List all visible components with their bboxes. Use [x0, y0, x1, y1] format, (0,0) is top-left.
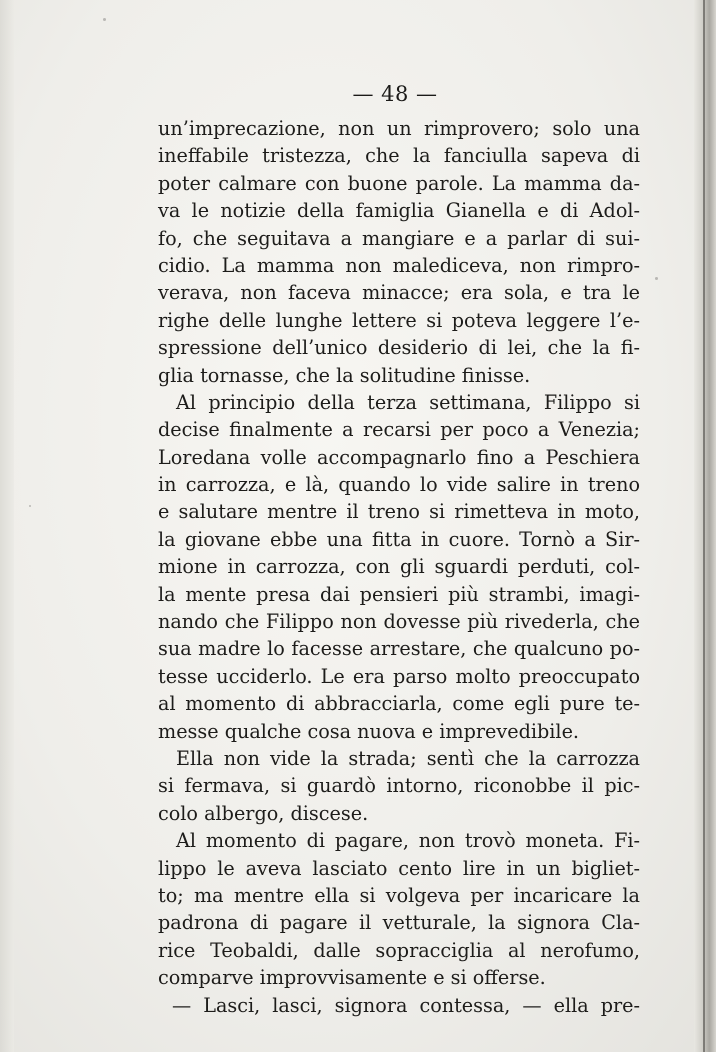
text-line: ineffabile tristezza, che la fanciulla sapeva di: [158, 144, 640, 168]
text-line: Al principio della terza settimana, Filippo si: [176, 390, 640, 414]
text-line: mione in carrozza, con gli sguardi perduti, col-: [158, 555, 640, 579]
text-line: to; ma mentre ella si volgeva per incaricare la: [158, 883, 640, 907]
text-line: nando che Filippo non dovesse più rivederla, che: [158, 610, 640, 634]
text-line: righe delle lunghe lettere si poteva leggere l’e-: [158, 308, 640, 332]
text-line: glia tornasse, che la solitudine finisse.: [158, 363, 531, 387]
text-line: e salutare mentre il treno si rimetteva in moto,: [158, 500, 640, 524]
paper-speck: [103, 18, 106, 21]
text-line: fo, che seguitava a mangiare e a parlar di sui-: [158, 226, 640, 250]
text-line: si fermava, si guardò intorno, riconobbe il pic-: [158, 774, 640, 798]
page-right-edge-binding: [694, 0, 716, 1052]
text-line: Ella non vide la strada; sentì che la carrozza: [176, 746, 640, 770]
text-line: — Lasci, lasci, signora contessa, — ella pre-: [172, 993, 640, 1017]
text-line: comparve improvvisamente e si offerse.: [158, 966, 546, 990]
text-line: cidio. La mamma non malediceva, non rimpro-: [158, 253, 640, 277]
page-left-edge: [0, 0, 14, 1052]
text-line: decise finalmente a recarsi per poco a Venezia;: [158, 418, 640, 442]
text-line: lippo le aveva lasciato cento lire in un bigliet-: [158, 856, 640, 880]
text-line: messe qualche cosa nuova e imprevedibile.: [158, 719, 580, 743]
text-line: la mente presa dai pensieri più strambi, imagi-: [158, 582, 640, 606]
text-line: al momento di abbracciarla, come egli pure te-: [158, 692, 640, 716]
text-line: verava, non faceva minacce; era sola, e tra le: [158, 281, 640, 305]
text-line: tesse ucciderlo. Le era parso molto preoccupato: [158, 664, 640, 688]
page-text: [158, 115, 640, 1019]
text-line: la giovane ebbe una fitta in cuore. Tornò a Sir-: [158, 527, 640, 551]
paper-speck: [29, 505, 31, 507]
text-line: un’imprecazione, non un rimprovero; solo una: [158, 117, 640, 140]
text-line: poter calmare con buone parole. La mamma da-: [158, 171, 640, 195]
text-line: va le notizie della famiglia Gianella e di Adol-: [158, 199, 640, 223]
text-line: Loredana volle accompagnarlo fino a Peschiera: [158, 445, 640, 469]
text-line: Al momento di pagare, non trovò moneta. Fi-: [176, 829, 640, 853]
text-line: spressione dell’unico desiderio di lei, che la fi-: [158, 336, 640, 360]
paper-speck: [655, 277, 658, 280]
text-line: colo albergo, discese.: [158, 801, 369, 825]
text-line: in carrozza, e là, quando lo vide salire in treno: [158, 473, 640, 497]
page-number: — 48 —: [352, 82, 438, 106]
text-line: rice Teobaldi, dalle sopracciglia al nerofumo,: [158, 938, 640, 962]
text-line: sua madre lo facesse arrestare, che qualcuno po-: [158, 637, 640, 661]
text-line: padrona di pagare il vetturale, la signora Cla-: [158, 911, 640, 935]
